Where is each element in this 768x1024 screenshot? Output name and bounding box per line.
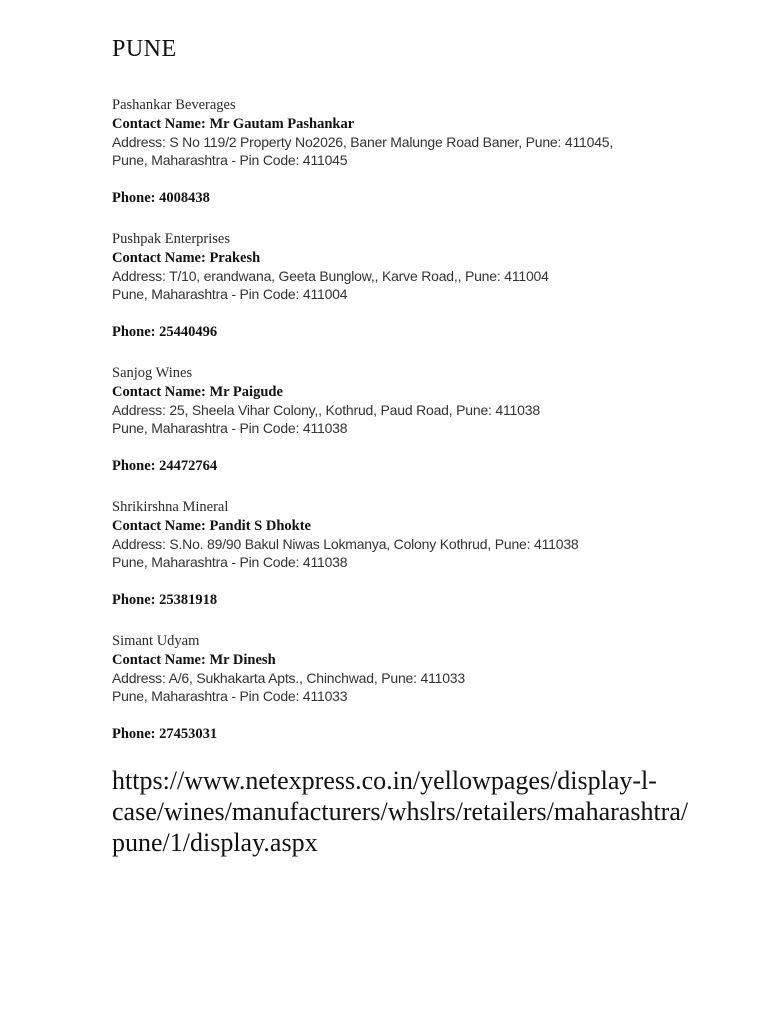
listing-entry [112, 364, 732, 475]
page-title: PUNE [112, 36, 177, 62]
source-url-line-1: https://www.netexpress.co.in/yellowpages/display-l- [112, 766, 657, 795]
contact-name: Contact Name: Prakesh [112, 250, 261, 266]
document-page [112, 34, 732, 766]
source-url [112, 765, 732, 858]
phone-number: Phone: 25440496 [112, 324, 218, 340]
business-name: Pushpak Enterprises [112, 231, 230, 247]
business-name: Simant Udyam [112, 633, 200, 649]
phone-number: Phone: 25381918 [112, 592, 218, 608]
address-line-1: Address: 25, Sheela Vihar Colony,, Kothrud, Paud Road, Pune: 411038 [112, 402, 540, 418]
listing-entry [112, 96, 732, 207]
business-name: Pashankar Beverages [112, 97, 236, 113]
listing-entry [112, 632, 732, 743]
contact-name: Contact Name: Mr Gautam Pashankar [112, 116, 355, 132]
address-line-1: Address: T/10, erandwana, Geeta Bunglow,, Karve Road,, Pune: 411004 [112, 268, 549, 284]
source-url-line-3: pune/1/display.aspx [112, 828, 318, 857]
phone-number: Phone: 24472764 [112, 458, 218, 474]
contact-name: Contact Name: Pandit S Dhokte [112, 518, 311, 534]
address-line-2: Pune, Maharashtra - Pin Code: 411045 [112, 152, 348, 168]
listing-entry [112, 230, 732, 341]
contact-name: Contact Name: Mr Paigude [112, 384, 283, 400]
address-line-2: Pune, Maharashtra - Pin Code: 411038 [112, 554, 348, 570]
address-line-1: Address: S.No. 89/90 Bakul Niwas Lokmanya, Colony Kothrud, Pune: 411038 [112, 536, 579, 552]
address-line-2: Pune, Maharashtra - Pin Code: 411038 [112, 420, 348, 436]
source-url-line-2: case/wines/manufacturers/whslrs/retailers/maharashtra/ [112, 797, 689, 826]
address-line-2: Pune, Maharashtra - Pin Code: 411033 [112, 688, 348, 704]
business-name: Sanjog Wines [112, 365, 193, 381]
phone-number: Phone: 27453031 [112, 726, 218, 742]
address-line-1: Address: A/6, Sukhakarta Apts., Chinchwad, Pune: 411033 [112, 670, 465, 686]
phone-number: Phone: 4008438 [112, 190, 210, 206]
listing-entry [112, 498, 732, 609]
business-name: Shrikirshna Mineral [112, 499, 229, 515]
address-line-2: Pune, Maharashtra - Pin Code: 411004 [112, 286, 348, 302]
contact-name: Contact Name: Mr Dinesh [112, 652, 276, 668]
address-line-1: Address: S No 119/2 Property No2026, Baner Malunge Road Baner, Pune: 411045, [112, 134, 614, 150]
